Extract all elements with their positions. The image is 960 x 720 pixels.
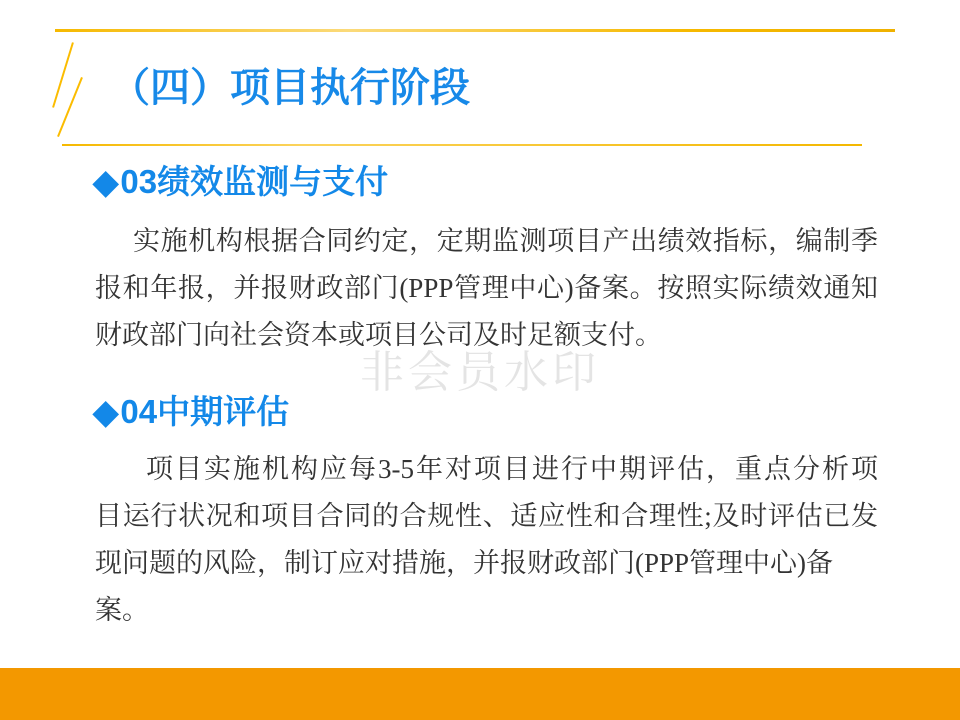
paragraph-line: 目运行状况和项目合同的合规性、适应性和合理性;及时评估已发 — [95, 501, 878, 531]
top-accent-line — [55, 29, 895, 32]
footer-accent-bar — [0, 668, 960, 720]
paragraph-line: 报和年报，并报财政部门(PPP管理中心)备案。按照实际绩效通知 — [95, 273, 878, 303]
diamond-bullet-icon: ◆ — [93, 393, 119, 430]
section-heading-label: 03绩效监测与支付 — [120, 163, 389, 200]
page-title: （四）项目执行阶段 — [110, 66, 470, 110]
paragraph-midterm-evaluation — [95, 446, 878, 634]
section-heading-performance-monitoring — [93, 156, 873, 203]
section-heading-midterm-evaluation — [93, 386, 873, 433]
diagonal-slash-decoration — [52, 42, 74, 108]
paragraph-line: 项目实施机构应每3-5年对项目进行中期评估，重点分析项 — [146, 454, 878, 484]
paragraph-line: 财政部门向社会资本或项目公司及时足额支付。 — [95, 320, 662, 350]
diagonal-slash-decoration — [57, 77, 83, 137]
section-heading-label: 04中期评估 — [120, 393, 290, 430]
watermark-text: 非会员水印 — [360, 348, 600, 397]
paragraph-line: 现问题的风险，制订应对措施，并报财政部门(PPP管理中心)备案。 — [95, 548, 834, 625]
title-underline-accent — [62, 144, 862, 146]
paragraph-line: 实施机构根据合同约定，定期监测项目产出绩效指标，编制季 — [133, 226, 878, 256]
diamond-bullet-icon: ◆ — [93, 163, 119, 200]
paragraph-performance-monitoring — [95, 218, 878, 359]
